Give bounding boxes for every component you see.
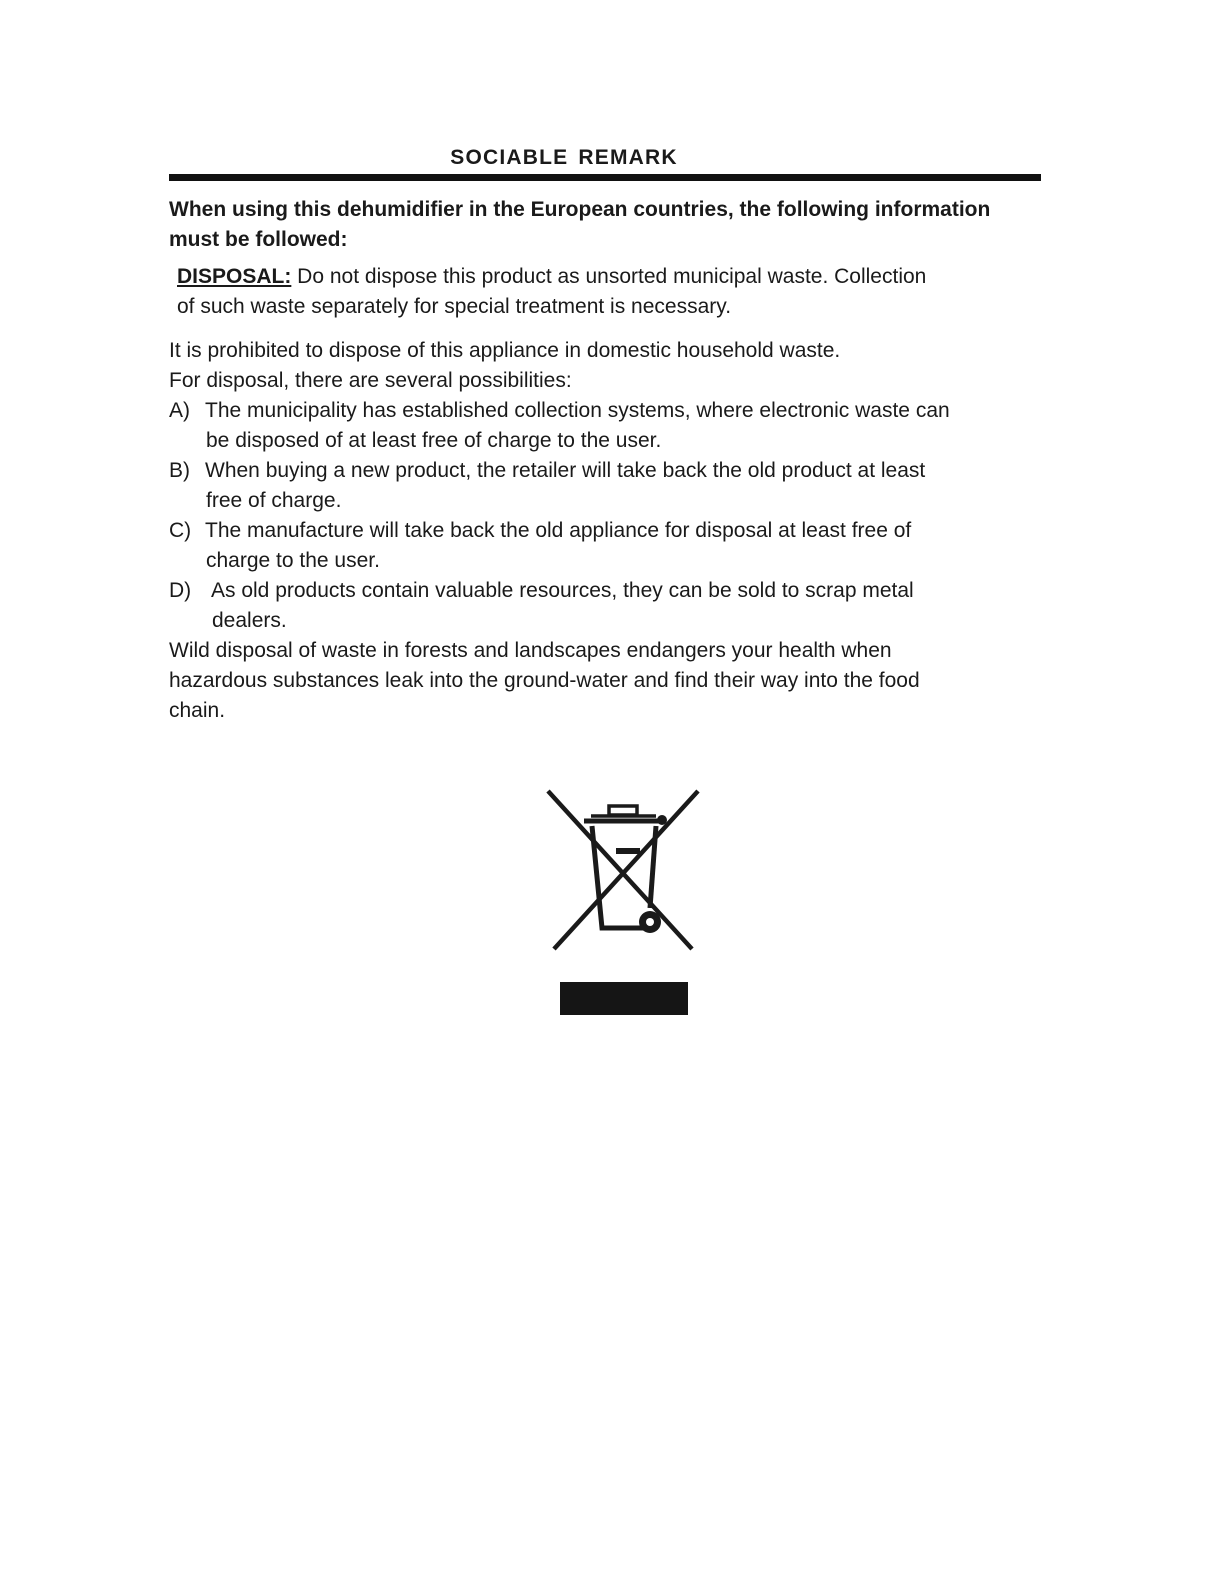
closing-line: chain. [169, 699, 226, 722]
disposal-text: Do not dispose this product as unsorted municipal waste. Collection [291, 265, 927, 288]
list-marker: C) [169, 519, 192, 542]
weee-bar [560, 982, 688, 1015]
paragraph-prohibited: It is prohibited to dispose of this appliance in domestic household waste. [169, 339, 841, 362]
list-item [169, 396, 1029, 456]
list-item [169, 456, 1029, 516]
list-item-text: The municipality has established collection systems, where electronic waste can [205, 399, 950, 422]
list-item-text: free of charge. [206, 489, 342, 512]
list-item [169, 516, 1029, 576]
intro-line: When using this dehumidifier in the European countries, the following information [169, 198, 991, 221]
list-item [169, 576, 1029, 636]
disposal-label: DISPOSAL: [177, 265, 292, 288]
paragraph-possibilities: For disposal, there are several possibilities: [169, 369, 572, 392]
list-item-text: be disposed of at least free of charge to the user. [206, 429, 662, 452]
list-item-text: When buying a new product, the retailer will take back the old product at least [205, 459, 926, 482]
list-item-text: The manufacture will take back the old appliance for disposal at least free of [205, 519, 912, 542]
title-rule [169, 174, 1041, 181]
intro-text [169, 195, 1049, 255]
crossed-out-wheelie-bin-icon [546, 788, 700, 952]
list-item-text: charge to the user. [206, 549, 380, 572]
list-marker: D) [169, 579, 192, 602]
disposal-paragraph [177, 262, 1017, 322]
list-item-text: As old products contain valuable resources, they can be sold to scrap metal [211, 579, 914, 602]
list-marker: A) [169, 399, 190, 422]
disposal-line: of such waste separately for special treatment is necessary. [177, 295, 732, 318]
list-marker: B) [169, 459, 190, 482]
closing-line: Wild disposal of waste in forests and landscapes endangers your health when [169, 639, 892, 662]
closing-line: hazardous substances leak into the ground-water and find their way into the food [169, 669, 920, 692]
disposal-line [177, 262, 1017, 292]
disposal-instructions [169, 336, 1029, 726]
list-item-text: dealers. [212, 609, 287, 632]
page-title: SOCIABLE REMARK [450, 146, 678, 169]
intro-line: must be followed: [169, 228, 348, 251]
